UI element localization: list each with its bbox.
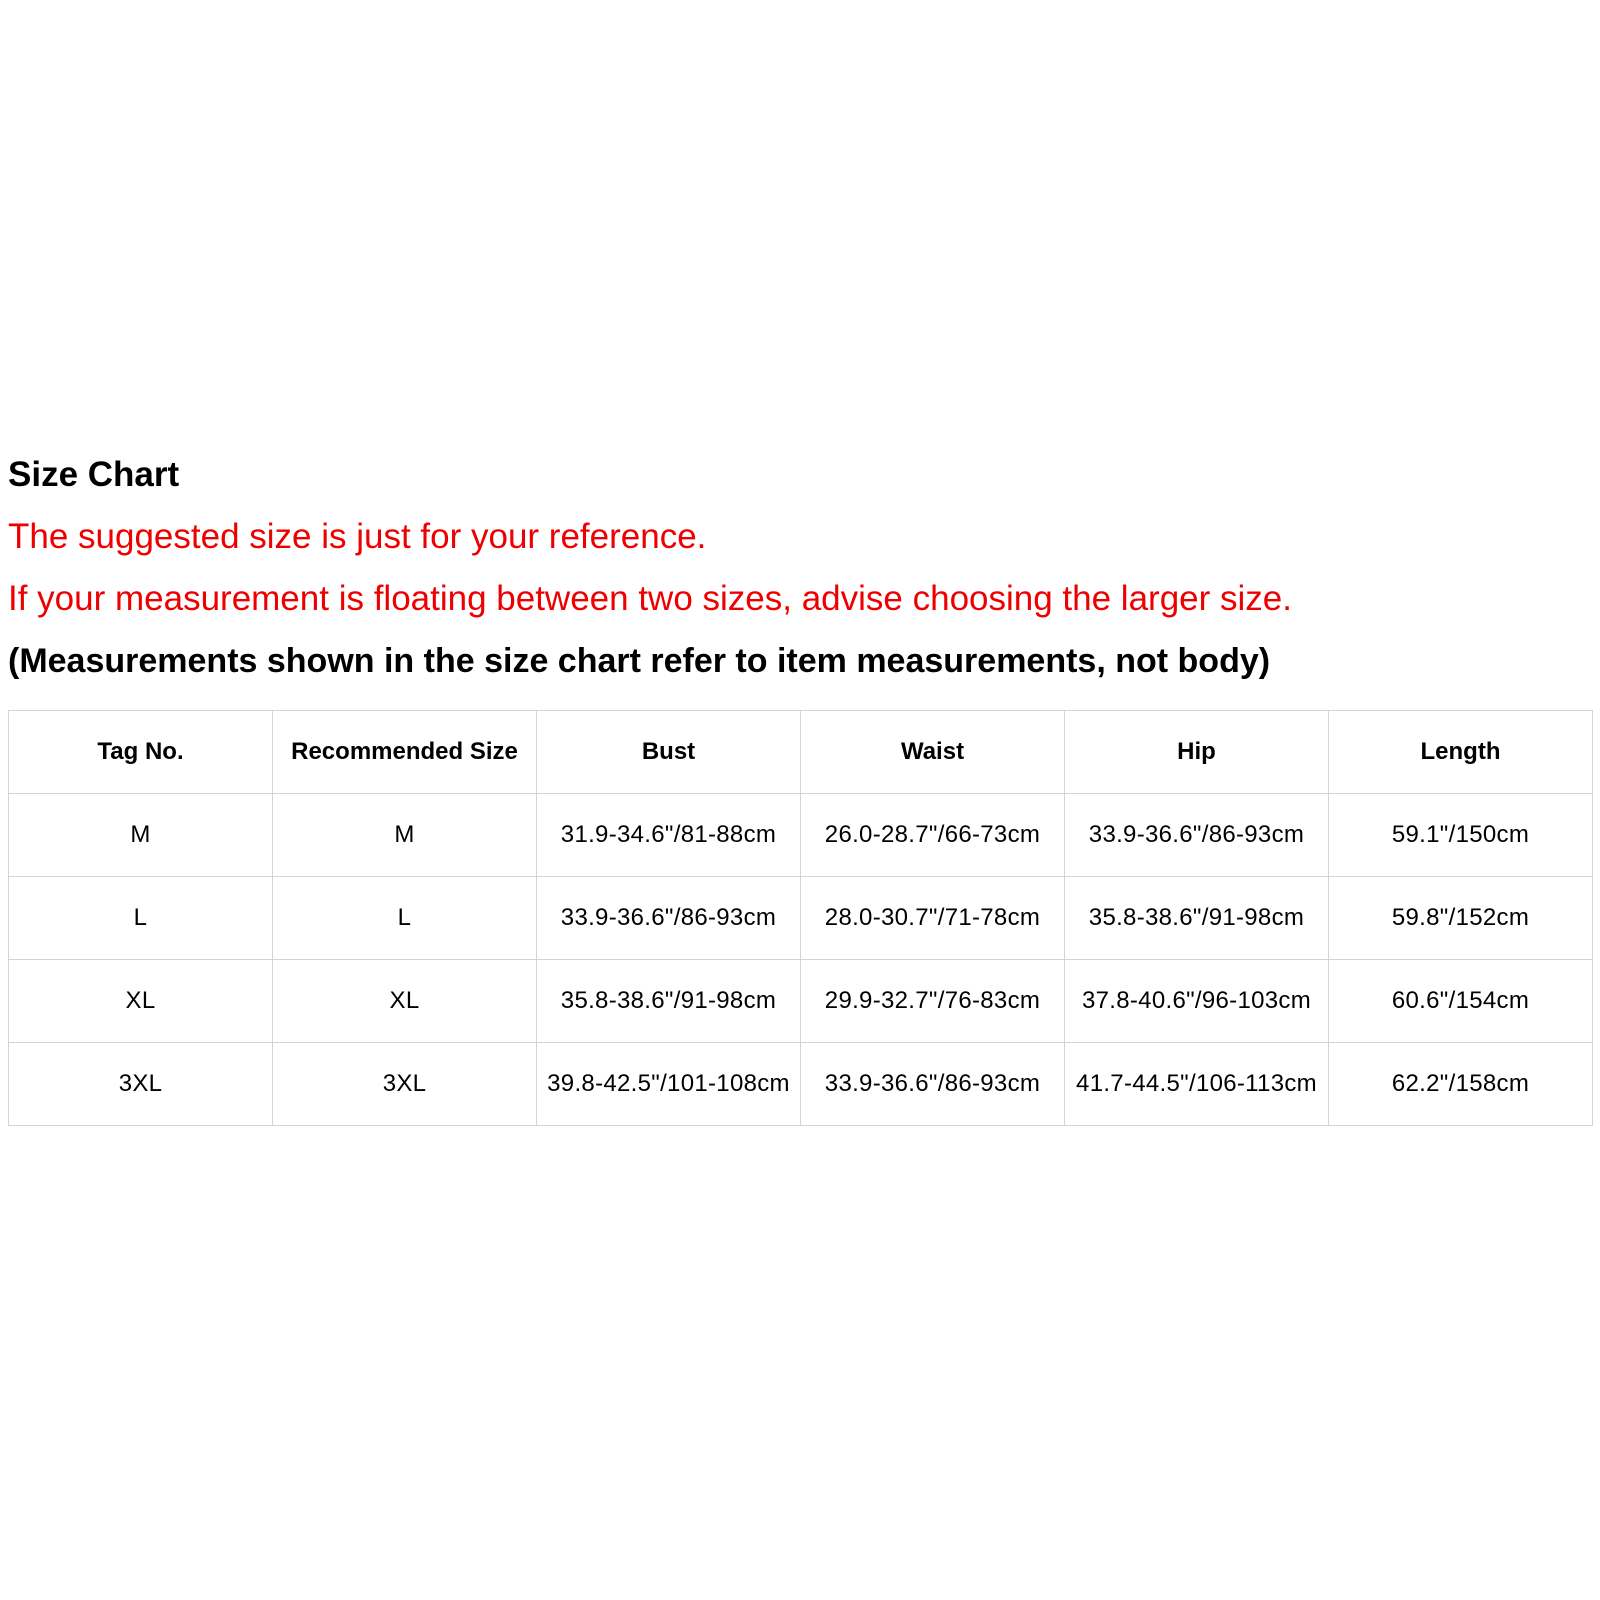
- cell-length: 59.1"/150cm: [1329, 794, 1593, 877]
- cell-tag-no: 3XL: [9, 1043, 273, 1126]
- cell-tag-no: XL: [9, 960, 273, 1043]
- cell-waist: 33.9-36.6"/86-93cm: [801, 1043, 1065, 1126]
- cell-length: 62.2"/158cm: [1329, 1043, 1593, 1126]
- cell-hip: 37.8-40.6"/96-103cm: [1065, 960, 1329, 1043]
- cell-hip: 35.8-38.6"/91-98cm: [1065, 877, 1329, 960]
- cell-waist: 28.0-30.7"/71-78cm: [801, 877, 1065, 960]
- cell-recommended-size: 3XL: [273, 1043, 537, 1126]
- table-row: [9, 1043, 1593, 1126]
- column-header-length: Length: [1329, 711, 1593, 794]
- size-chart-intro: [8, 455, 1588, 681]
- column-header-tag-no: Tag No.: [9, 711, 273, 794]
- measurement-caveat: (Measurements shown in the size chart refer to item measurements, not body): [8, 642, 1271, 680]
- column-header-waist: Waist: [801, 711, 1065, 794]
- cell-waist: 26.0-28.7"/66-73cm: [801, 794, 1065, 877]
- cell-bust: 33.9-36.6"/86-93cm: [537, 877, 801, 960]
- cell-bust: 39.8-42.5"/101-108cm: [537, 1043, 801, 1126]
- cell-tag-no: M: [9, 794, 273, 877]
- table-header-row: [9, 711, 1593, 794]
- cell-bust: 31.9-34.6"/81-88cm: [537, 794, 801, 877]
- cell-length: 60.6"/154cm: [1329, 960, 1593, 1043]
- cell-recommended-size: M: [273, 794, 537, 877]
- column-header-recommended-size: Recommended Size: [273, 711, 537, 794]
- column-header-hip: Hip: [1065, 711, 1329, 794]
- cell-recommended-size: XL: [273, 960, 537, 1043]
- size-table: [8, 710, 1593, 1126]
- table-row: [9, 877, 1593, 960]
- cell-length: 59.8"/152cm: [1329, 877, 1593, 960]
- reference-note: The suggested size is just for your reference.: [8, 517, 707, 556]
- cell-bust: 35.8-38.6"/91-98cm: [537, 960, 801, 1043]
- cell-hip: 33.9-36.6"/86-93cm: [1065, 794, 1329, 877]
- cell-recommended-size: L: [273, 877, 537, 960]
- cell-waist: 29.9-32.7"/76-83cm: [801, 960, 1065, 1043]
- between-sizes-note: If your measurement is floating between two sizes, advise choosing the larger size.: [8, 579, 1292, 618]
- cell-tag-no: L: [9, 877, 273, 960]
- cell-hip: 41.7-44.5"/106-113cm: [1065, 1043, 1329, 1126]
- table-row: [9, 794, 1593, 877]
- table-row: [9, 960, 1593, 1043]
- page-title: Size Chart: [8, 455, 180, 494]
- column-header-bust: Bust: [537, 711, 801, 794]
